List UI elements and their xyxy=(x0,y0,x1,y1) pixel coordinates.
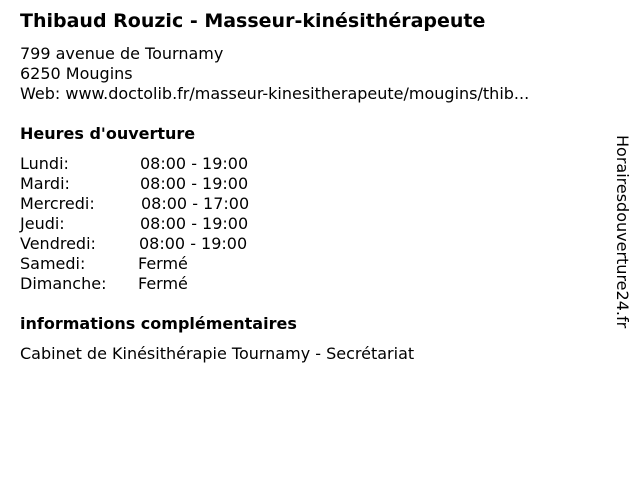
hours-day: Jeudi: xyxy=(20,214,65,233)
hours-day: Vendredi: xyxy=(20,234,96,253)
hours-day: Mardi: xyxy=(20,174,70,193)
hours-day: Samedi: xyxy=(20,254,86,273)
hours-status: Fermé xyxy=(138,254,188,273)
address-city: 6250 Mougins xyxy=(20,64,133,83)
watermark-text: Horairesdouverture24.fr xyxy=(613,135,632,329)
hours-time: 08:00 - 19:00 xyxy=(139,234,248,253)
hours-day: Dimanche: xyxy=(20,274,107,293)
hours-time: 08:00 - 17:00 xyxy=(141,194,250,213)
hours-time: 08:00 - 19:00 xyxy=(140,154,249,173)
page-title: Thibaud Rouzic - Masseur-kinésithérapeute xyxy=(20,10,486,32)
website-link[interactable]: Web: www.doctolib.fr/masseur-kinesitherapeute/mougins/thib... xyxy=(20,84,530,103)
hours-time: 08:00 - 19:00 xyxy=(140,214,249,233)
additional-info-text: Cabinet de Kinésithérapie Tournamy - Secrétariat xyxy=(20,344,415,363)
address-street: 799 avenue de Tournamy xyxy=(20,44,224,63)
hours-status: Fermé xyxy=(138,274,188,293)
hours-day: Mercredi: xyxy=(20,194,95,213)
opening-hours-heading: Heures d'ouverture xyxy=(20,124,196,143)
hours-time: 08:00 - 19:00 xyxy=(140,174,249,193)
site-watermark xyxy=(612,135,632,345)
hours-day: Lundi: xyxy=(20,154,69,173)
additional-info-heading: informations complémentaires xyxy=(20,314,297,333)
